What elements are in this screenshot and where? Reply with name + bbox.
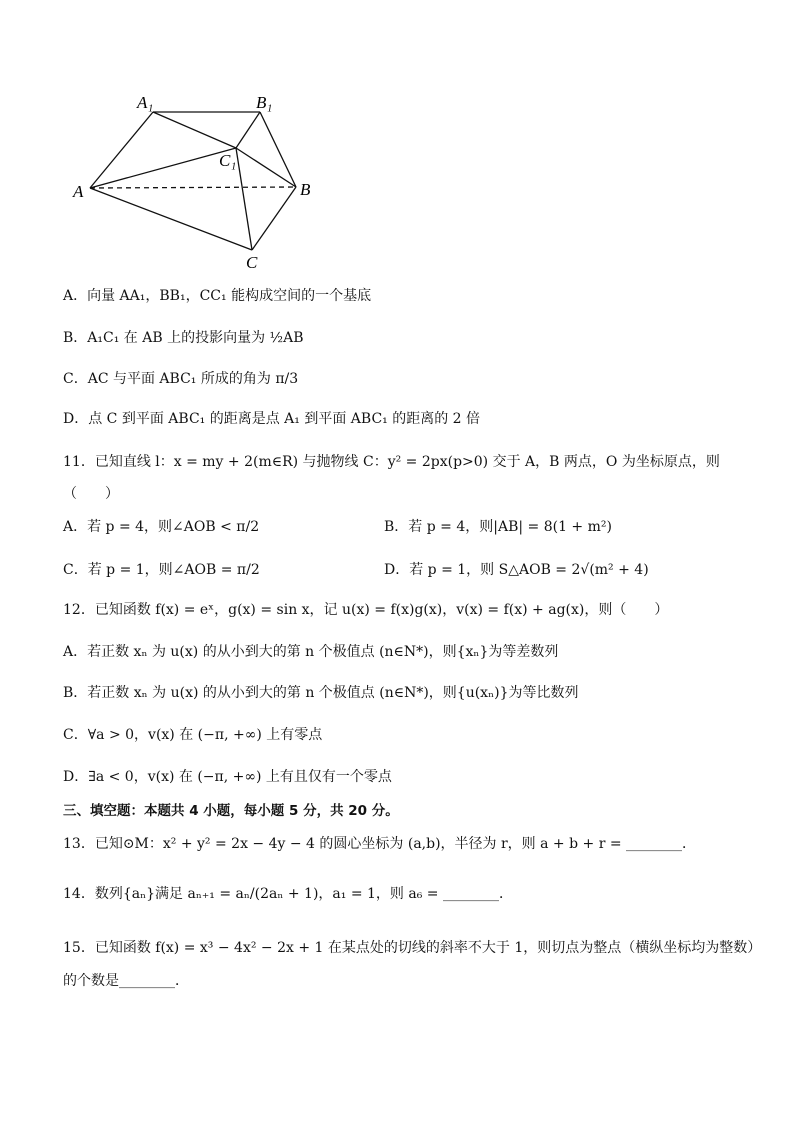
edge-A-B-hidden [90, 187, 296, 188]
q12-option-b: B．若正数 xₙ 为 u(x) 的从小到大的第 n 个极值点 (n∈N*)，则{u(xₙ)}为等比数列 [63, 685, 579, 701]
vertex-label-C1: C₁ [219, 151, 237, 170]
edge-C-C1 [236, 148, 252, 250]
vertex-label-C: C [246, 253, 258, 272]
q12-option-d: D．∃a < 0，v(x) 在 (−π, +∞) 上有且仅有一个零点 [63, 769, 392, 785]
q11-option-a: A．若 p = 4，则∠AOB < π/2 [63, 519, 260, 535]
q11-answer-paren: （ ） [63, 486, 119, 502]
q12-stem: 12．已知函数 f(x) = eˣ，g(x) = sin x，记 u(x) = f(x)g(x)，v(x) = f(x) + ag(x)，则（ ） [63, 602, 669, 618]
geometry-figure [0, 0, 794, 280]
edge-A-A1 [90, 112, 153, 188]
q14: 14．数列{aₙ}满足 aₙ₊₁ = aₙ/(2aₙ + 1)，a₁ = 1，则 a₆ = ________． [63, 886, 513, 902]
q13: 13．已知⊙M：x² + y² = 2x − 4y − 4 的圆心坐标为 (a,b)，半径为 r，则 a + b + r = ________． [63, 836, 697, 852]
section-heading: 三、填空题：本题共 4 小题，每小题 5 分，共 20 分。 [63, 803, 399, 819]
vertex-label-A1: A₁ [137, 93, 154, 112]
q10-option-d: D．点 C 到平面 ABC₁ 的距离是点 A₁ 到平面 ABC₁ 的距离的 2 倍 [63, 411, 481, 427]
edge-A-C1 [90, 148, 236, 188]
q12-option-c: C．∀a > 0，v(x) 在 (−π, +∞) 上有零点 [63, 727, 323, 743]
edge-B-C [252, 187, 296, 250]
q15-line2: 的个数是________． [63, 973, 189, 989]
q10-option-c: C．AC 与平面 ABC₁ 所成的角为 π/3 [63, 371, 299, 387]
vertex-label-B1: B₁ [256, 93, 273, 112]
q11-stem: 11．已知直线 l：x = my + 2(m∈R) 与抛物线 C：y² = 2px(p>0) 交于 A，B 两点，O 为坐标原点，则 [63, 454, 720, 470]
edge-A1-C1 [153, 112, 236, 148]
vertex-label-A: A [73, 182, 84, 201]
q12-option-a: A．若正数 xₙ 为 u(x) 的从小到大的第 n 个极值点 (n∈N*)，则{xₙ}为等差数列 [63, 644, 559, 660]
edge-A-C [90, 188, 252, 250]
q11-option-c: C．若 p = 1，则∠AOB = π/2 [63, 562, 260, 578]
q10-option-a: A．向量 AA₁，BB₁，CC₁ 能构成空间的一个基底 [63, 288, 372, 304]
q11-option-d: D．若 p = 1，则 S△AOB = 2√(m² + 4) [384, 562, 649, 578]
vertex-label-B: B [300, 180, 311, 199]
q10-option-b: B．A₁C₁ 在 AB 上的投影向量为 ½AB [63, 330, 304, 346]
edge-B1-C1 [236, 112, 260, 148]
q15-line1: 15．已知函数 f(x) = x³ − 4x² − 2x + 1 在某点处的切线的斜率不大于 1，则切点为整点（横纵坐标均为整数） [63, 940, 762, 956]
q11-option-b: B．若 p = 4，则|AB| = 8(1 + m²) [384, 519, 612, 535]
